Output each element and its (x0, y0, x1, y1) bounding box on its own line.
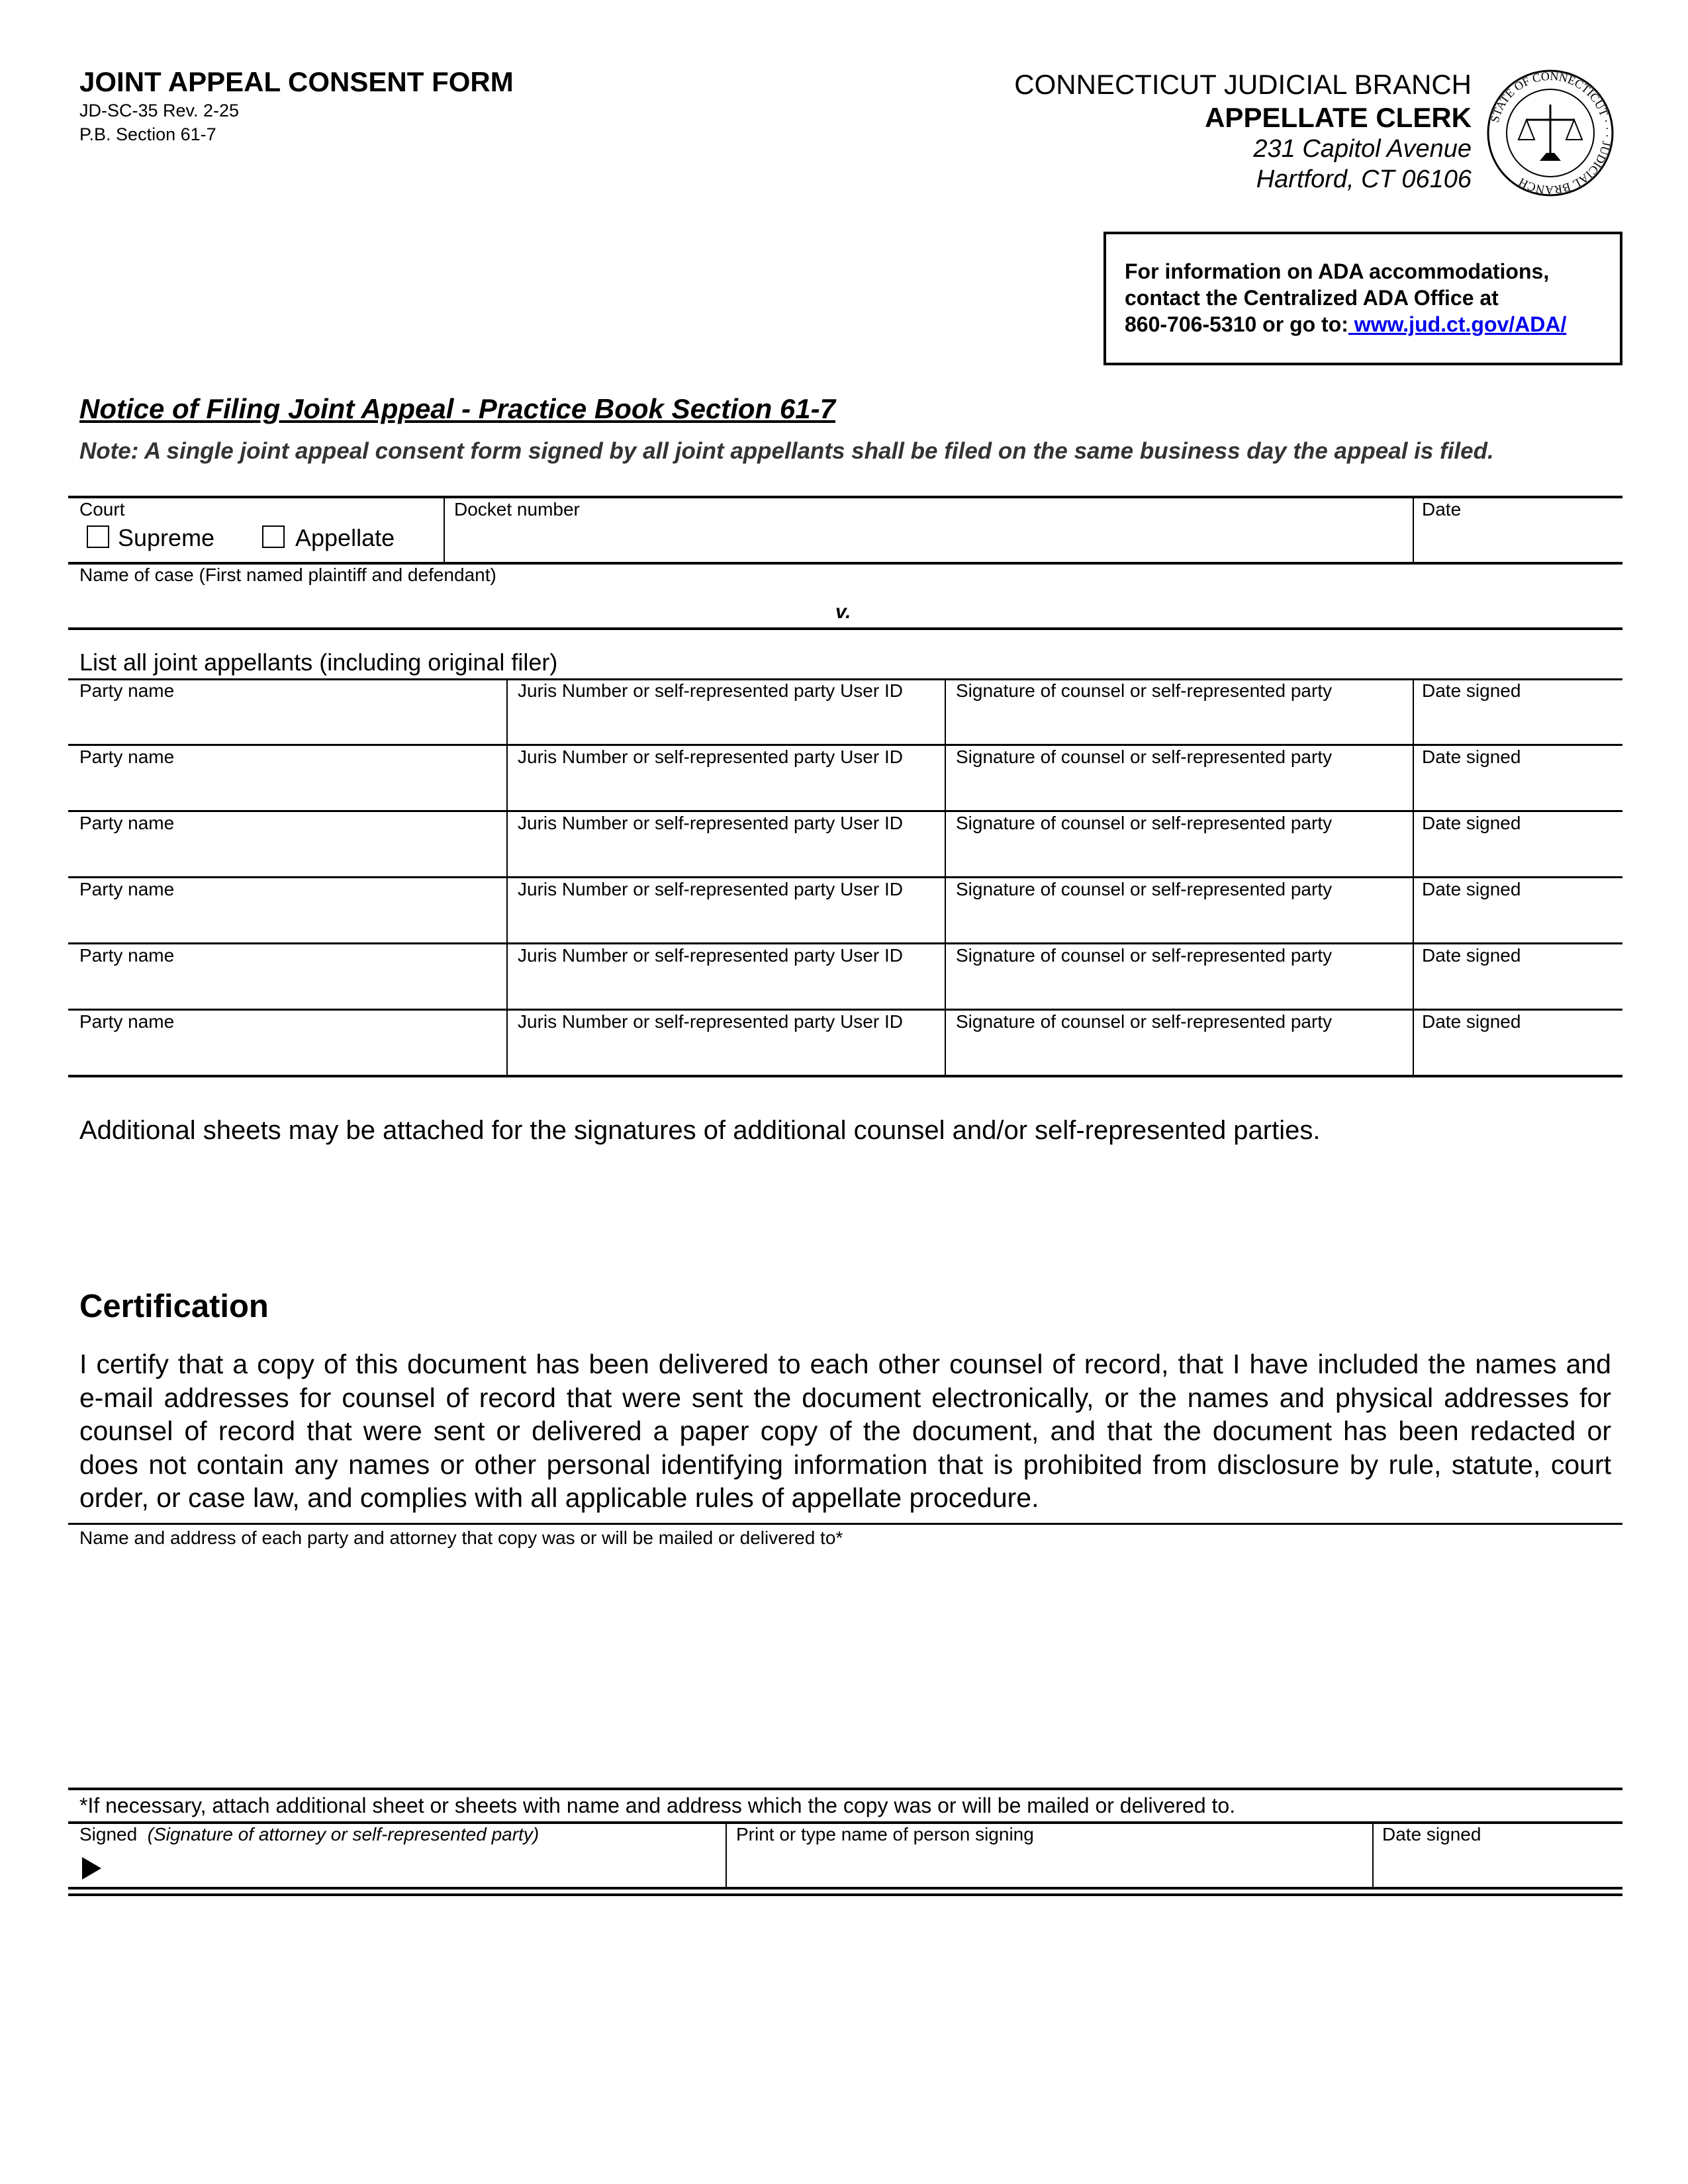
ada-link[interactable]: www.jud.ct.gov/ADA/ (1348, 312, 1567, 336)
court-label: Court (79, 499, 125, 520)
date-signed-field[interactable]: Date signed (1422, 1011, 1521, 1032)
additional-sheets-note: Additional sheets may be attached for the signatures of additional counsel and/or self-represented parties. (79, 1116, 1321, 1145)
signature-field[interactable]: Signature of counsel or self-represented party (956, 1011, 1333, 1032)
certification-line: e-mail addresses for counsel of record that were sent the document electronically, or the names and physical addresses for (79, 1382, 1611, 1413)
signed-label: Signed (Signature of attorney or self-represented party) (79, 1824, 539, 1844)
case-name-field[interactable]: Name of case (First named plaintiff and defendant) (79, 565, 496, 585)
appellants-heading: List all joint appellants (including original filer) (79, 649, 558, 676)
certification-heading: Certification (79, 1289, 269, 1324)
date-signed-field[interactable]: Date signed (1422, 747, 1521, 767)
signature-field[interactable]: Signature of counsel or self-represented party (956, 747, 1333, 767)
party-name-field[interactable]: Party name (79, 680, 175, 701)
dept-name: APPELLATE CLERK (1205, 102, 1472, 133)
certification-text (79, 1347, 1611, 1515)
certification-line: I certify that a copy of this document has been delivered to each other counsel of record, that I have included the names and (79, 1349, 1611, 1379)
juris-number-field[interactable]: Juris Number or self-represented party User ID (518, 1011, 903, 1032)
party-name-field[interactable]: Party name (79, 1011, 175, 1032)
certification-line: order, or case law, and complies with all applicable rules of appellate procedure. (79, 1482, 1039, 1513)
date-signed-field[interactable]: Date signed (1422, 945, 1521, 966)
certification-line: counsel of record that were sent or delivered a paper copy of the document, and that the document has been redacted or (79, 1416, 1611, 1446)
signature-field[interactable]: Signature of counsel or self-represented party (956, 680, 1333, 701)
appellate-checkbox[interactable] (262, 525, 285, 548)
appellate-label: Appellate (295, 524, 395, 551)
print-name-field[interactable]: Print or type name of person signing (736, 1824, 1034, 1844)
signature-field[interactable]: Signature of counsel or self-represented party (956, 945, 1333, 966)
ada-info-box (1103, 232, 1622, 365)
date-signed-field[interactable]: Date signed (1422, 813, 1521, 833)
org-name: CONNECTICUT JUDICIAL BRANCH (1014, 69, 1472, 100)
juris-number-field[interactable]: Juris Number or self-represented party User ID (518, 680, 903, 701)
docket-number-field[interactable]: Docket number (454, 499, 580, 520)
certification-line: does not contain any names or other personal identifying information that is prohibited from disclosure by rule, statute, court (79, 1449, 1611, 1480)
ada-line2: contact the Centralized ADA Office at (1125, 286, 1499, 310)
party-name-field[interactable]: Party name (79, 813, 175, 833)
signature-field[interactable]: Signature of counsel or self-represented party (956, 879, 1333, 899)
address-line1: 231 Capitol Avenue (1253, 135, 1472, 163)
date-signed-field[interactable]: Date signed (1382, 1824, 1481, 1844)
notice-heading: Notice of Filing Joint Appeal - Practice Book Section 61-7 (79, 393, 835, 424)
supreme-checkbox[interactable] (87, 525, 109, 548)
juris-number-field[interactable]: Juris Number or self-represented party User ID (518, 813, 903, 833)
party-name-field[interactable]: Party name (79, 879, 175, 899)
ada-line1: For information on ADA accommodations, (1125, 259, 1550, 283)
form-title: JOINT APPEAL CONSENT FORM (79, 66, 514, 97)
footnote: *If necessary, attach additional sheet or sheets with name and address which the copy was or will be mailed or delivered to. (79, 1794, 1236, 1817)
form-section: P.B. Section 61-7 (79, 124, 216, 144)
versus-label: v. (835, 601, 851, 623)
party-name-field[interactable]: Party name (79, 945, 175, 966)
ada-line3: 860-706-5310 or go to: (1125, 312, 1348, 336)
judicial-seal-icon (1485, 68, 1615, 198)
date-signed-field[interactable]: Date signed (1422, 879, 1521, 899)
form-id: JD-SC-35 Rev. 2-25 (79, 101, 240, 120)
date-field[interactable]: Date (1422, 499, 1462, 520)
juris-number-field[interactable]: Juris Number or self-represented party User ID (518, 879, 903, 899)
address-line2: Hartford, CT 06106 (1256, 165, 1472, 193)
notice-note: Note: A single joint appeal consent form signed by all joint appellants shall be filed on the same business day the appeal is filed. (79, 438, 1494, 464)
signature-field[interactable]: Signature of counsel or self-represented party (956, 813, 1333, 833)
supreme-label: Supreme (118, 524, 215, 551)
juris-number-field[interactable]: Juris Number or self-represented party User ID (518, 747, 903, 767)
party-name-field[interactable]: Party name (79, 747, 175, 767)
signature-field[interactable] (79, 1846, 715, 1886)
date-signed-field[interactable]: Date signed (1422, 680, 1521, 701)
mail-recipients-field[interactable]: Name and address of each party and attorney that copy was or will be mailed or delivered to* (79, 1527, 843, 1548)
juris-number-field[interactable]: Juris Number or self-represented party User ID (518, 945, 903, 966)
svg-text:STATE OF CONNECTICUT · · · JUD: STATE OF CONNECTICUT · · · JUDICIAL BRANCH (1487, 69, 1615, 197)
